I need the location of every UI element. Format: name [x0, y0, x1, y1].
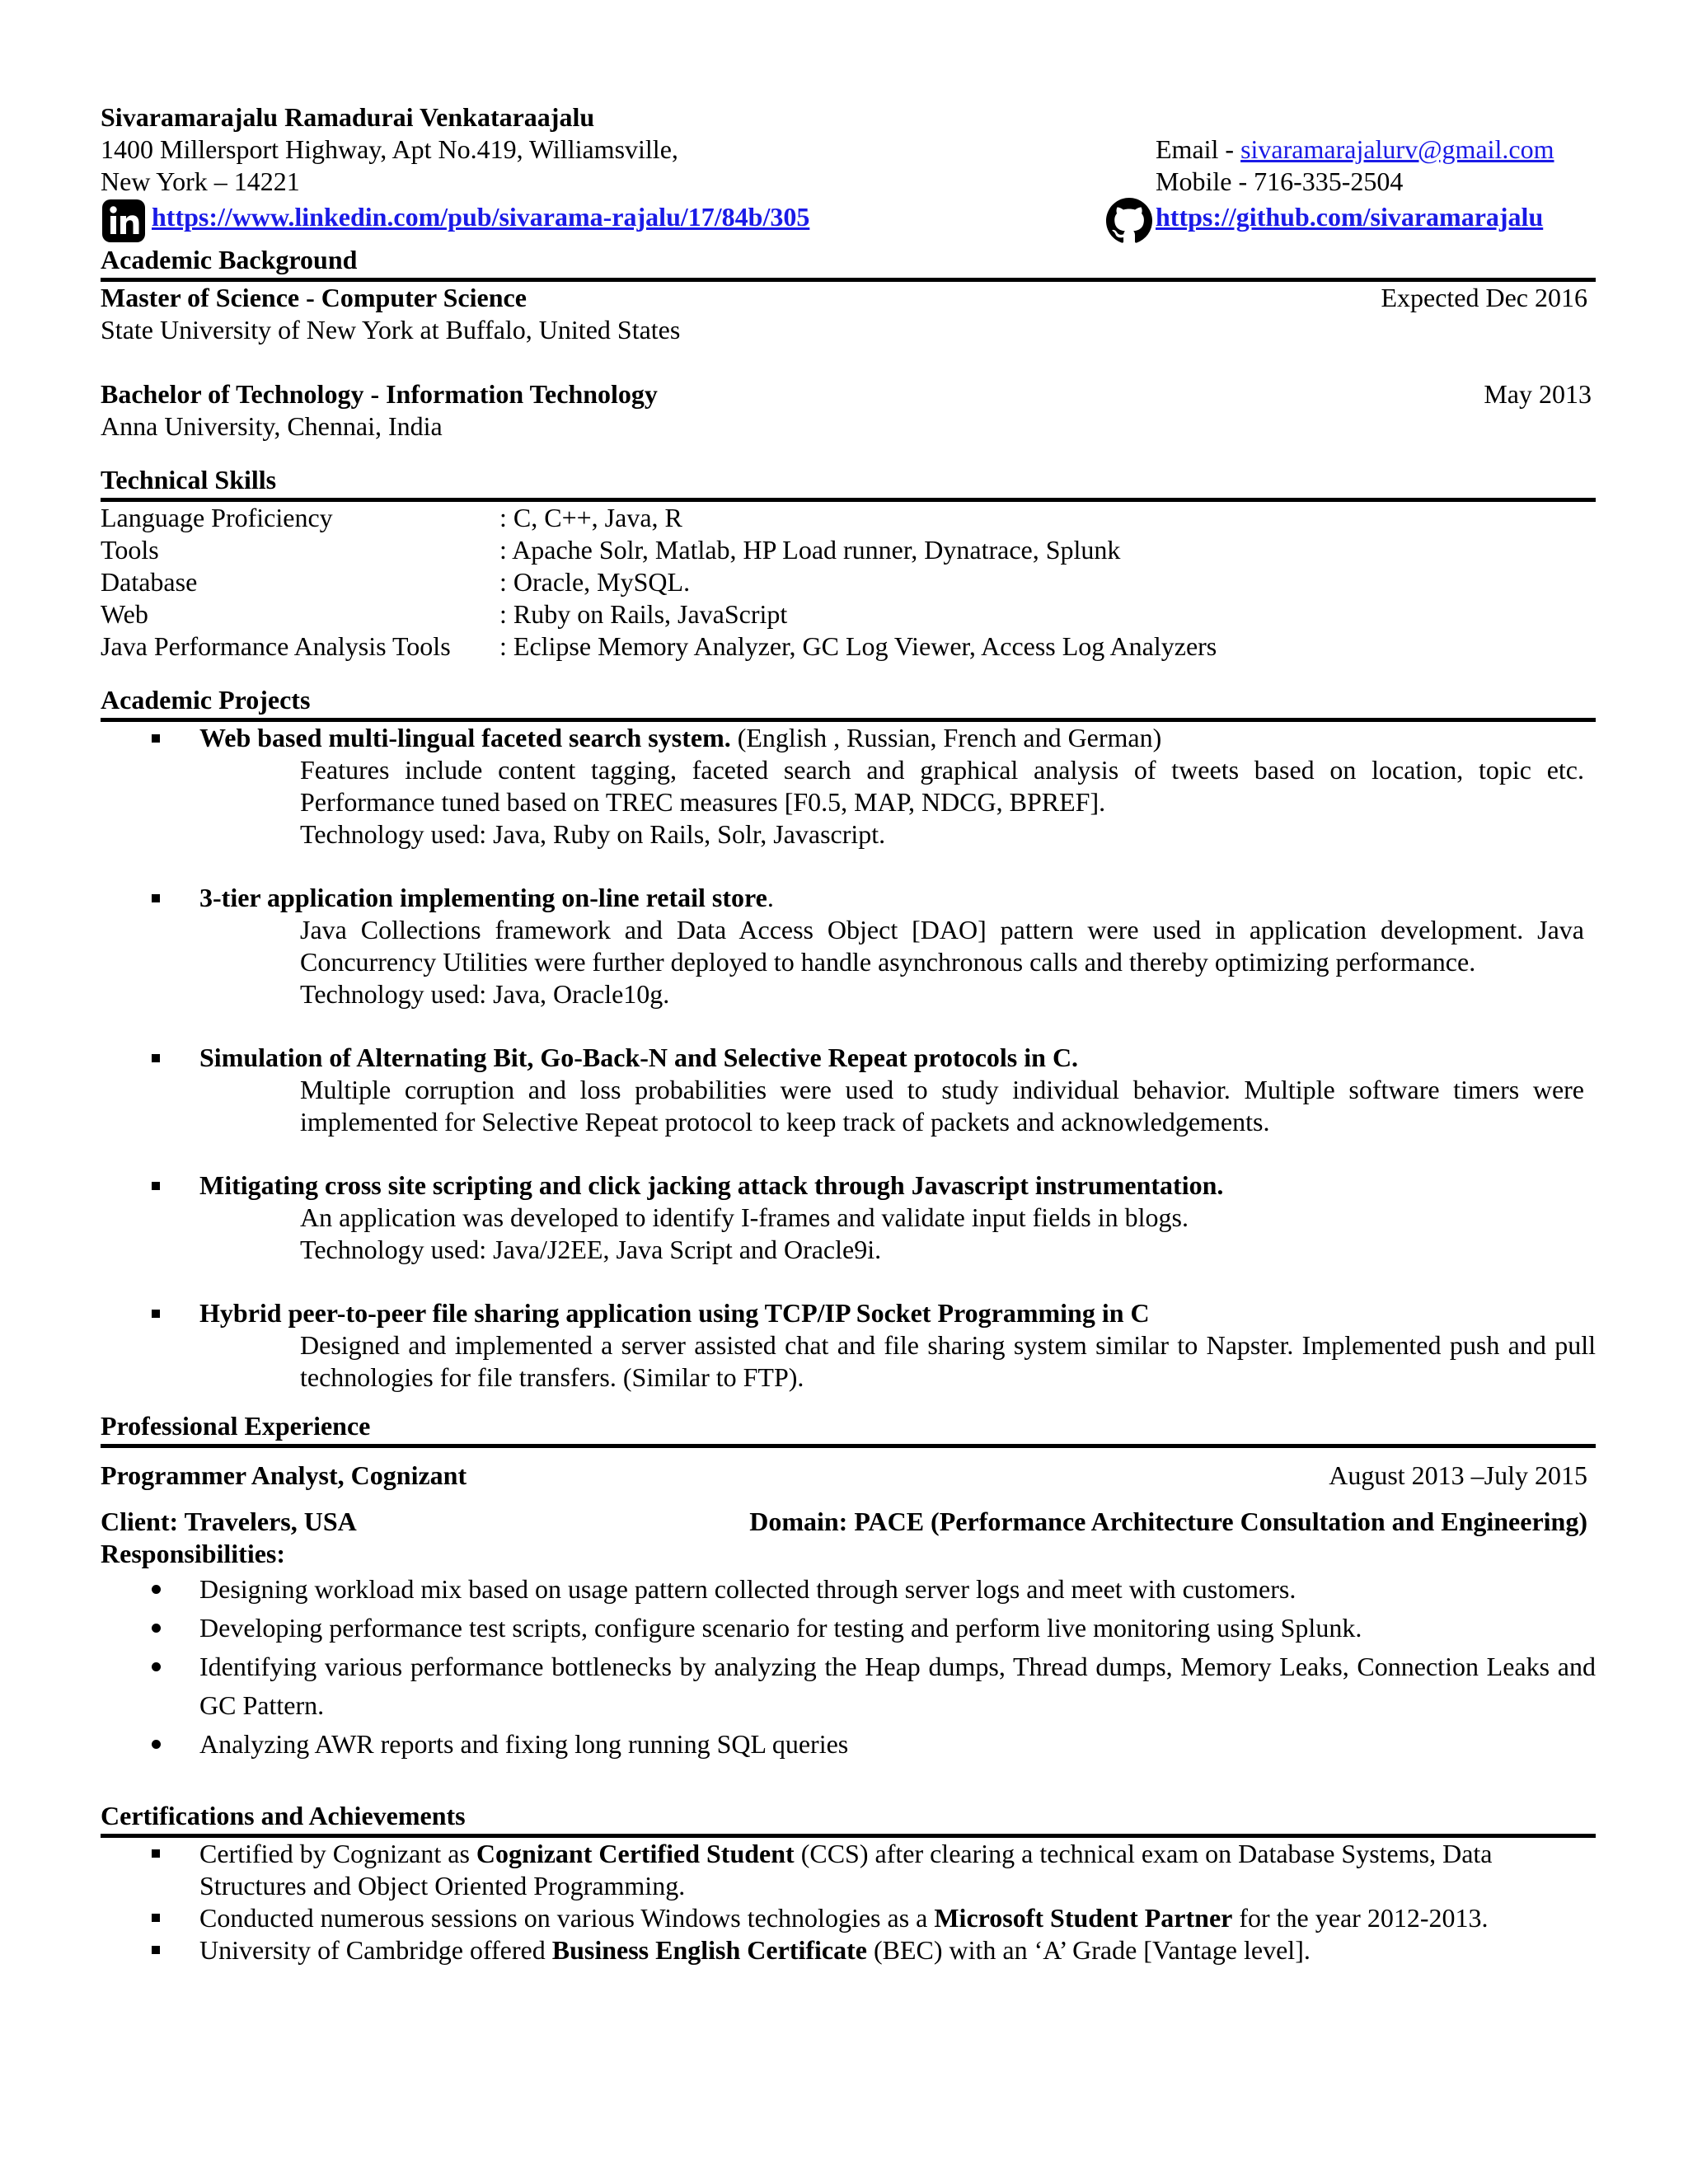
bullet-icon — [152, 1740, 161, 1749]
list-item: University of Cambridge offered Business English Certificate (BEC) with an ‘A’ Grade [Vantage level]. — [101, 1934, 1596, 1966]
academic-projects-heading: Academic Projects — [101, 685, 311, 715]
project-item — [101, 1042, 1596, 1138]
project-title-suffix: . — [767, 883, 774, 912]
certifications-heading: Certifications and Achievements — [101, 1801, 466, 1830]
project-item — [101, 1297, 1596, 1394]
responsibilities-heading: Responsibilities: — [101, 1539, 286, 1568]
client-row — [101, 1506, 1596, 1538]
skill-label: Language Proficiency — [101, 503, 333, 532]
school-name: Anna University, Chennai, India — [101, 411, 443, 441]
skill-value: : Ruby on Rails, JavaScript — [499, 599, 788, 629]
list-item: Analyzing AWR reports and fixing long running SQL queries — [101, 1725, 1596, 1764]
skill-label: Web — [101, 599, 148, 629]
project-title: Web based multi-lingual faceted search system. — [199, 723, 731, 752]
project-item — [101, 722, 1596, 851]
email-link[interactable]: sivaramarajalurv@gmail.com — [1240, 134, 1554, 164]
certifications-list — [101, 1838, 1596, 1966]
bullet-icon — [152, 1624, 161, 1633]
skills-table — [101, 502, 1596, 663]
bullet-icon — [152, 1662, 161, 1671]
candidate-name: Sivaramarajalu Ramadurai Venkataraajalu — [101, 102, 595, 132]
degree-title: Bachelor of Technology - Information Technology — [101, 379, 658, 409]
email-label: Email - — [1156, 134, 1241, 164]
client-name: Client: Travelers, USA — [101, 1507, 357, 1536]
header-address-row — [101, 134, 1596, 166]
square-bullet-icon — [152, 1914, 160, 1922]
job-title: Programmer Analyst, Cognizant — [101, 1460, 467, 1490]
project-description: Designed and implemented a server assisted chat and file sharing system similar to Napster. Implemented push and pull technologies for file transfers. (Similar to FTP). — [300, 1330, 1596, 1392]
project-description: Multiple corruption and loss probabilities were used to study individual behavior. Multiple software timers were implemented for Selective Repeat protocol to keep track of packets and acknowledgements. — [300, 1075, 1584, 1137]
linkedin-icon[interactable] — [101, 198, 147, 244]
project-title: 3-tier application implementing on-line retail store — [199, 883, 767, 912]
technical-skills-heading: Technical Skills — [101, 465, 277, 494]
degree-row — [101, 282, 1596, 314]
responsibilities-list — [101, 1570, 1596, 1764]
list-item: Developing performance test scripts, configure scenario for testing and perform live monitoring using Splunk. — [101, 1609, 1596, 1647]
skill-value: : Oracle, MySQL. — [499, 567, 691, 597]
school-name: State University of New York at Buffalo, United States — [101, 315, 681, 344]
list-item: Identifying various performance bottlenecks by analyzing the Heap dumps, Thread dumps, Memory Leaks, Connection Leaks and GC Pattern. — [101, 1647, 1596, 1725]
github-link[interactable]: https://github.com/sivaramarajalu — [1156, 202, 1544, 232]
address-line-2: New York – 14221 — [101, 166, 300, 196]
square-bullet-icon — [152, 1054, 160, 1062]
degree-date: Expected Dec 2016 — [1381, 283, 1587, 312]
project-item — [101, 882, 1596, 1010]
square-bullet-icon — [152, 1849, 160, 1858]
square-bullet-icon — [152, 1182, 160, 1190]
bullet-icon — [152, 1585, 161, 1594]
skill-value: : Apache Solr, Matlab, HP Load runner, Dynatrace, Splunk — [499, 535, 1121, 565]
header-city-row — [101, 166, 1596, 198]
project-title-suffix: (English , Russian, French and German) — [730, 723, 1162, 752]
list-item: Certified by Cognizant as Cognizant Certified Student (CCS) after clearing a technical exam on Database Systems, Data Structures and Object Oriented Programming. — [101, 1838, 1596, 1902]
linkedin-link[interactable]: https://www.linkedin.com/pub/sivarama-rajalu/17/84b/305 — [152, 202, 810, 232]
skill-label: Java Performance Analysis Tools — [101, 631, 451, 661]
square-bullet-icon — [152, 894, 160, 902]
job-dates: August 2013 –July 2015 — [1329, 1460, 1587, 1490]
project-description: An application was developed to identify I-frames and validate input fields in blogs. — [300, 1202, 1189, 1232]
skill-label: Tools — [101, 535, 159, 565]
project-title: Mitigating cross site scripting and click jacking attack through Javascript instrumentation. — [199, 1170, 1224, 1200]
header-links-row — [101, 198, 1596, 236]
project-item — [101, 1169, 1596, 1266]
skill-value: : Eclipse Memory Analyzer, GC Log Viewer, Access Log Analyzers — [499, 631, 1217, 661]
skill-value: : C, C++, Java, R — [499, 503, 682, 532]
project-technology: Technology used: Java, Ruby on Rails, Solr, Javascript. — [300, 819, 886, 849]
list-item: Conducted numerous sessions on various Windows technologies as a Microsoft Student Partner for the year 2012-2013. — [101, 1902, 1596, 1934]
square-bullet-icon — [152, 1310, 160, 1318]
email-line — [1156, 134, 1554, 166]
job-domain: Domain: PACE (Performance Architecture Consultation and Engineering) — [749, 1507, 1587, 1536]
degree-title: Master of Science - Computer Science — [101, 283, 527, 312]
project-title: Simulation of Alternating Bit, Go-Back-N and Selective Repeat protocols in C. — [199, 1043, 1079, 1072]
degree-row — [101, 378, 1596, 410]
project-description: Features include content tagging, faceted search and graphical analysis of tweets based on location, topic etc. Performance tuned based on TREC measures [F0.5, MAP, NDCG, BPREF]. — [300, 755, 1584, 817]
project-description: Java Collections framework and Data Access Object [DAO] pattern were used in application development. Java Concurrency Utilities were further deployed to handle asynchronous calls and thereby optimizing performance. — [300, 915, 1584, 977]
degree-date: May 2013 — [1484, 379, 1592, 409]
github-icon[interactable] — [1106, 198, 1152, 244]
address-line-1: 1400 Millersport Highway, Apt No.419, Williamsville, — [101, 134, 678, 164]
square-bullet-icon — [152, 734, 160, 743]
list-item: Designing workload mix based on usage pattern collected through server logs and meet with customers. — [101, 1570, 1596, 1609]
section-divider — [101, 1444, 1596, 1448]
header-name-row — [101, 101, 1596, 134]
project-technology: Technology used: Java, Oracle10g. — [300, 979, 670, 1009]
mobile-number: Mobile - 716-335-2504 — [1156, 166, 1404, 196]
academic-background-heading: Academic Background — [101, 245, 358, 274]
resume-page — [101, 101, 1596, 1966]
job-row — [101, 1460, 1596, 1492]
professional-experience-heading: Professional Experience — [101, 1411, 371, 1441]
skill-label: Database — [101, 567, 198, 597]
project-title: Hybrid peer-to-peer file sharing application using TCP/IP Socket Programming in C — [199, 1298, 1150, 1328]
square-bullet-icon — [152, 1946, 160, 1954]
project-technology: Technology used: Java/J2EE, Java Script and Oracle9i. — [300, 1235, 882, 1264]
